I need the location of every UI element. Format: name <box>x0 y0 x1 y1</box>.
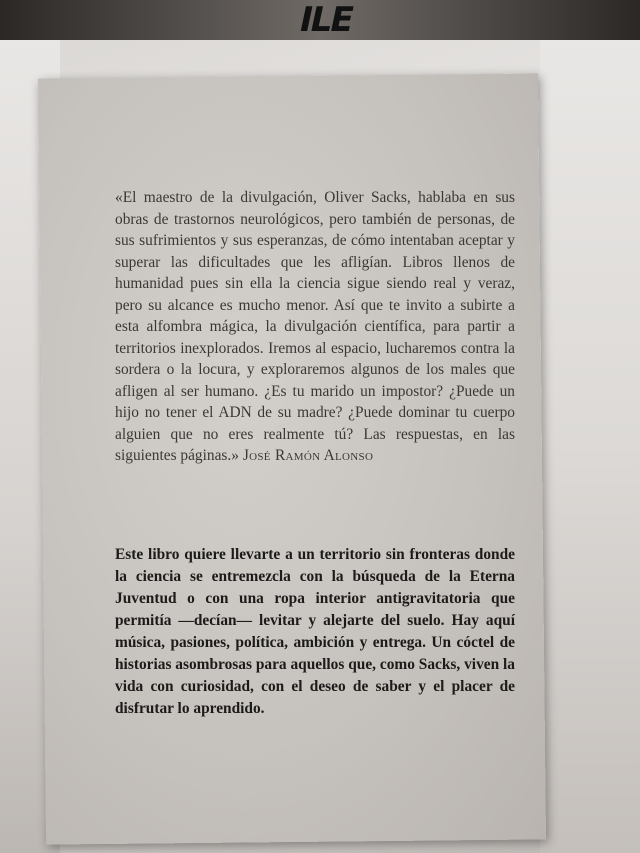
pillow-print-text: ILE <box>295 0 356 40</box>
cover-blurb: Este libro quiere llevarte a un territorio sin fronteras donde la ciencia se entremezcla con la búsqueda de la Eterna Juventud o con una ropa interior antigravitatoria que permitía —decían— levitar y alejarte del suelo. Hay aquí música, pasiones, política, ambición y entrega. Un cóctel de historias asombrosas para aquellos que, como Sacks, viven la vida con curiosidad, con el deseo de saber y el placer de disfrutar lo aprendido. <box>115 546 515 717</box>
quote-author: José Ramón Alonso <box>242 447 374 464</box>
cover-quote <box>115 187 515 467</box>
bedsheet-right <box>540 40 640 853</box>
quote-text: «El maestro de la divulgación, Oliver Sacks, hablaba en sus obras de trastornos neurológicos, pero también de personas, de sus sufrimientos y sus esperanzas, de cómo intentaban aceptar y superar las dificultades que les afligían. Libros llenos de humanidad pues sin ella la ciencia sigue siendo real y veraz, pero su alcance es mucho menor. Así que te invito a subirte a esta alfombra mágica, la divulgación científica, para partir a territorios inexplorados. Iremos al espacio, lucharemos contra la sordera o la locura, y exploraremos algunos de los males que afligen al ser humano. ¿Es tu marido un impostor? ¿Puede un hijo no tener el ADN de su madre? ¿Puede dominar tu cuerpo alguien que no eres realmente tú? Las respuestas, en las siguientes páginas.» <box>115 189 515 464</box>
